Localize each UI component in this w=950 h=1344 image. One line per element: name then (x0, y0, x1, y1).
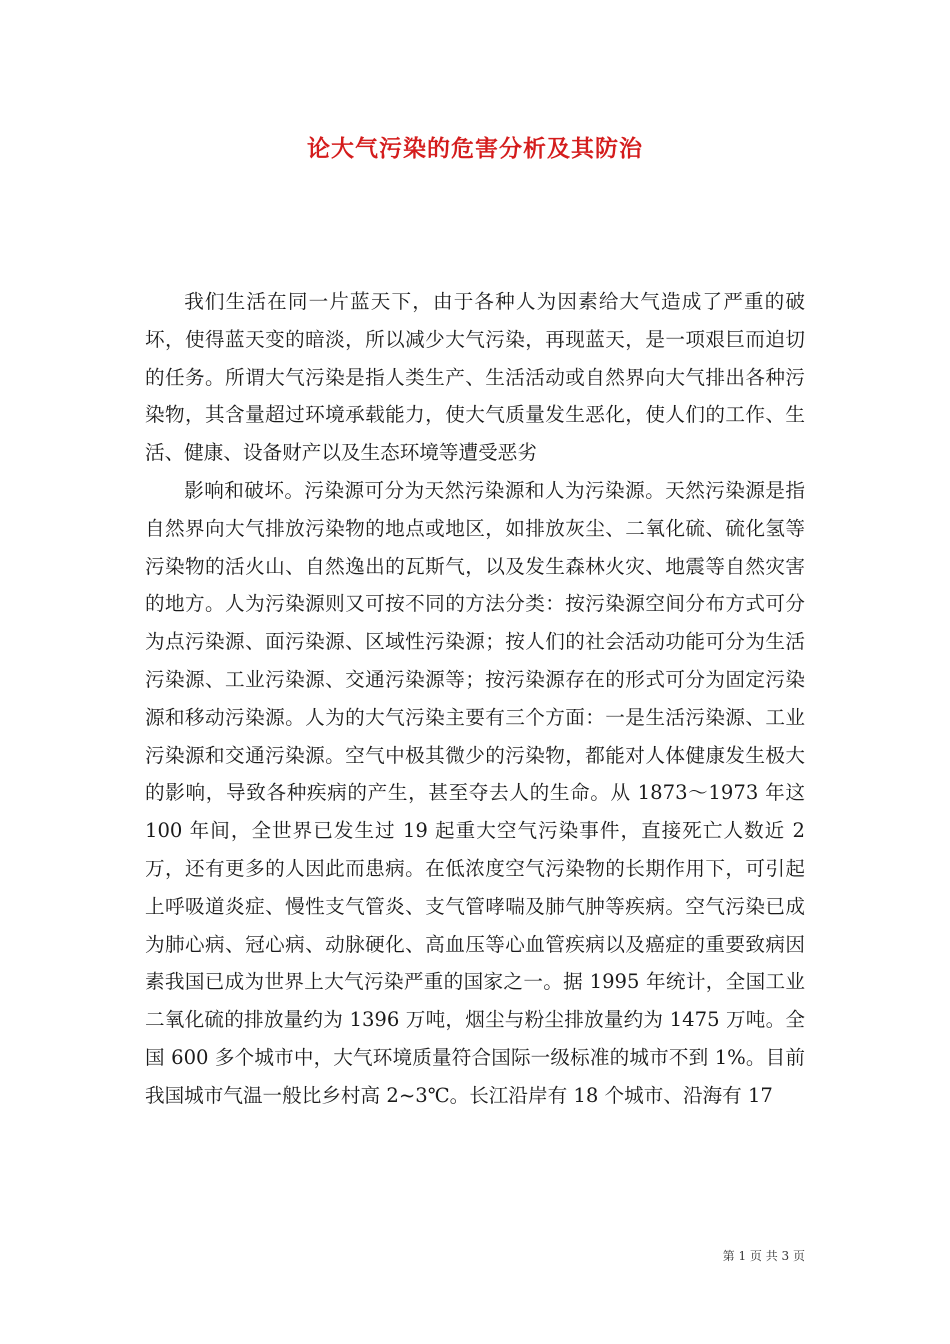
document-title: 论大气污染的危害分析及其防治 (307, 135, 643, 162)
paragraph: 我们生活在同一片蓝天下，由于各种人为因素给大气造成了严重的破坏，使得蓝天变的暗淡，所以减少大气污染，再现蓝天，是一项艰巨而迫切的任务。所谓大气污染是指人类生产、生活活动或自然界向大气排出各种污染物，其含量超过环境承载能力，使大气质量发生恶化，使人们的工作、生活、健康、设备财产以及生态环境等遭受恶劣 (145, 290, 805, 465)
paragraph: 影响和破坏。污染源可分为天然污染源和人为污染源。天然污染源是指自然界向大气排放污染物的地点或地区，如排放灰尘、二氧化硫、硫化氢等污染物的活火山、自然逸出的瓦斯气，以及发生森林火灾、地震等自然灾害的地方。人为污染源则又可按不同的方法分类：按污染源空间分布方式可分为点污染源、面污染源、区域性污染源；按人们的社会活动功能可分为生活污染源、工业污染源、交通污染源等；按污染源存在的形式可分为固定污染源和移动污染源。人为的大气污染主要有三个方面：一是生活污染源、工业污染源和交通污染源。空气中极其微少的污染物，都能对人体健康发生极大的影响，导致各种疾病的产生，甚至夺去人的生命。从 1873～1973 年这 100 年间，全世界已发生过 19 起重大空气污染事件，直接死亡人数近 2 万，还有更多的人因此而患病。在低浓度空气污染物的长期作用下，可引起上呼吸道炎症、慢性支气管炎、支气管哮喘及肺气肿等疾病。空气污染已成为肺心病、冠心病、动脉硬化、高血压等心血管疾病以及癌症的重要致病因素我国已成为世界上大气污染严重的国家之一。据 1995 年统计，全国工业二氧化硫的排放量约为 1396 万吨，烟尘与粉尘排放量约为 1475 万吨。全国 600 多个城市中，大气环境质量符合国际一级标准的城市不到 1%。目前我国城市气温一般比乡村高 2~3℃。长江沿岸有 18 个城市、沿海有 17 (145, 478, 805, 1107)
document-body (145, 283, 805, 1115)
page-footer: 第 1 页 共 3 页 (722, 1249, 805, 1263)
